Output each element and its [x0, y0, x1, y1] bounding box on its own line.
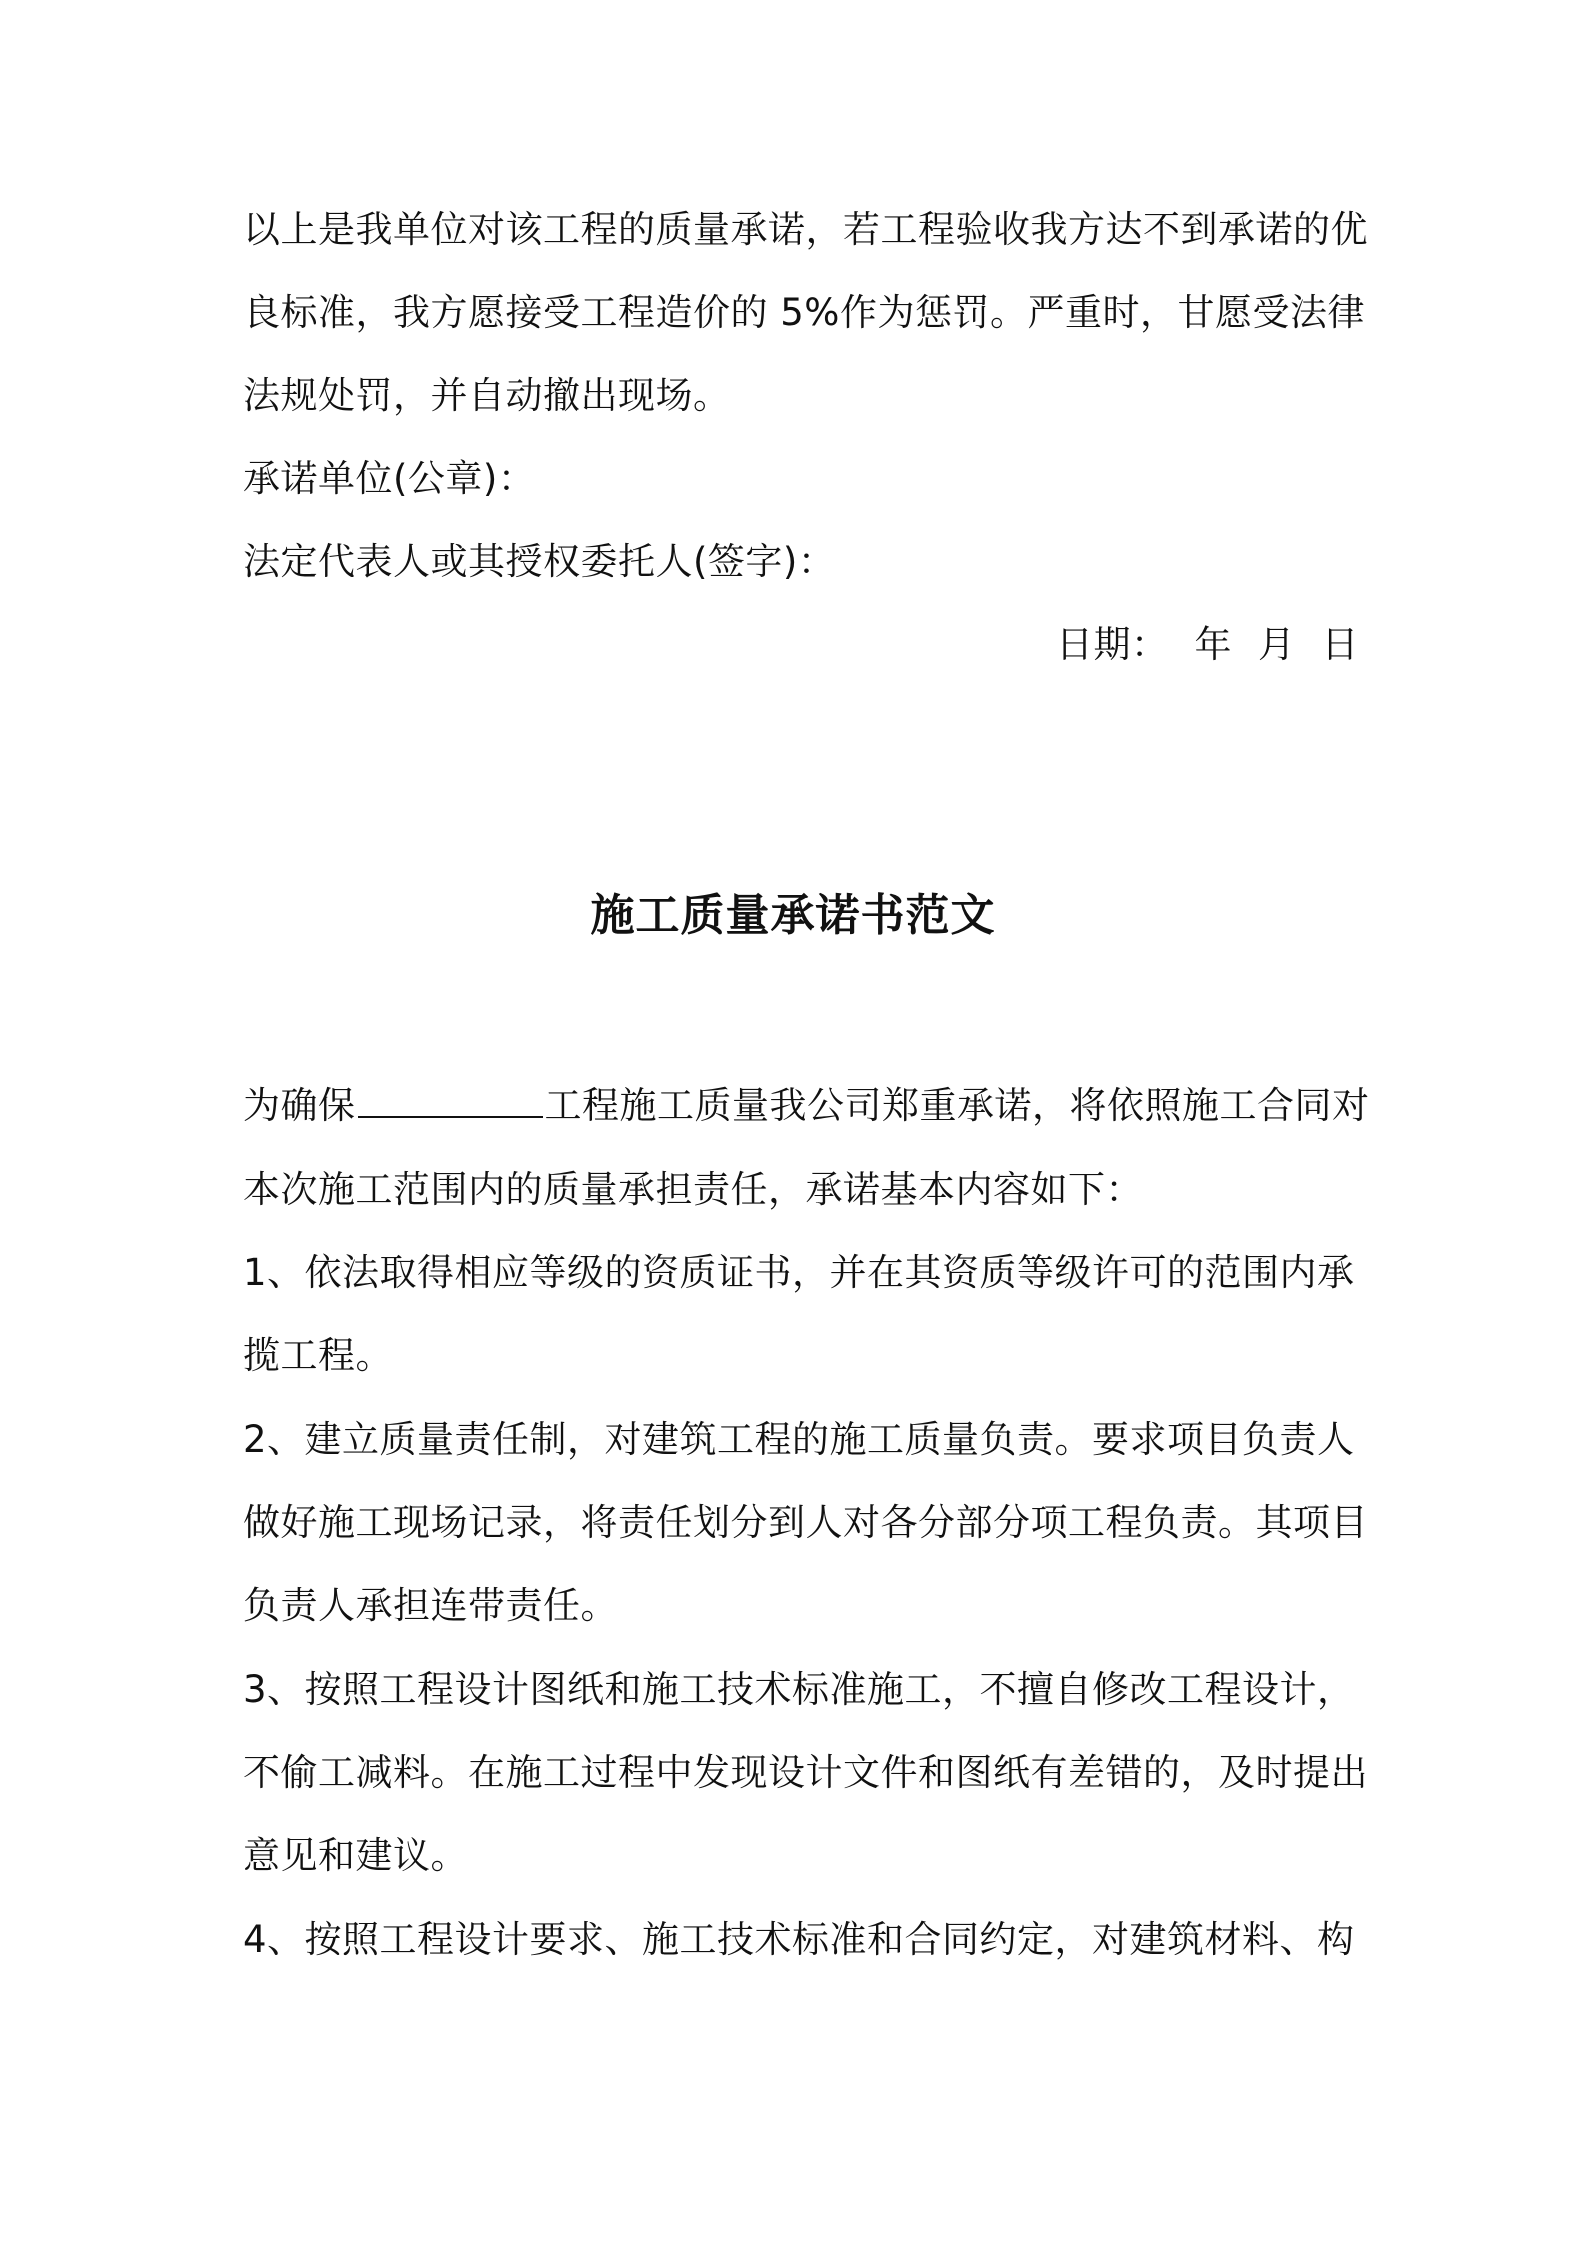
pledging-unit-label: 承诺单位(公章)：: [243, 457, 536, 500]
intro-prefix: 为确保: [243, 1084, 356, 1127]
date-year: 年: [1194, 623, 1232, 666]
date-line: [1056, 620, 1359, 670]
project-name-blank: [358, 1082, 543, 1118]
item-2-line: 负责人承担连带责任。: [243, 1584, 618, 1627]
item-1-line: 1、依法取得相应等级的资质证书，并在其资质等级许可的范围内承: [243, 1251, 1355, 1294]
pledge-text-line: 以上是我单位对该工程的质量承诺，若工程验收我方达不到承诺的优: [243, 208, 1368, 251]
date-label: 日期：: [1056, 623, 1169, 666]
intro-line: 本次施工范围内的质量承担责任，承诺基本内容如下：: [243, 1168, 1143, 1211]
item-4-line: 4、按照工程设计要求、施工技术标准和合同约定，对建筑材料、构: [243, 1918, 1355, 1961]
item-2-line: 做好施工现场记录，将责任划分到人对各分部分项工程负责。其项目: [243, 1501, 1368, 1544]
representative-signature-label: 法定代表人或其授权委托人(签字)：: [243, 540, 836, 583]
item-1-line: 揽工程。: [243, 1334, 393, 1377]
date-day: 日: [1321, 623, 1359, 666]
item-3-line: 不偷工减料。在施工过程中发现设计文件和图纸有差错的，及时提出: [243, 1751, 1368, 1794]
item-2-line: 2、建立质量责任制，对建筑工程的施工质量负责。要求项目负责人: [243, 1418, 1355, 1461]
date-month: 月: [1258, 623, 1296, 666]
intro-suffix: 工程施工质量我公司郑重承诺，将依照施工合同对: [544, 1084, 1370, 1127]
intro-line: [243, 1081, 1370, 1131]
pledge-text-line: 法规处罚，并自动撤出现场。: [243, 374, 731, 417]
item-3-line: 意见和建议。: [243, 1834, 468, 1877]
item-3-line: 3、按照工程设计图纸和施工技术标准施工，不擅自修改工程设计，: [243, 1668, 1355, 1711]
document-title: 施工质量承诺书范文: [590, 890, 996, 941]
pledge-text-line: 良标准，我方愿接受工程造价的 5%作为惩罚。严重时，甘愿受法律: [243, 291, 1365, 334]
